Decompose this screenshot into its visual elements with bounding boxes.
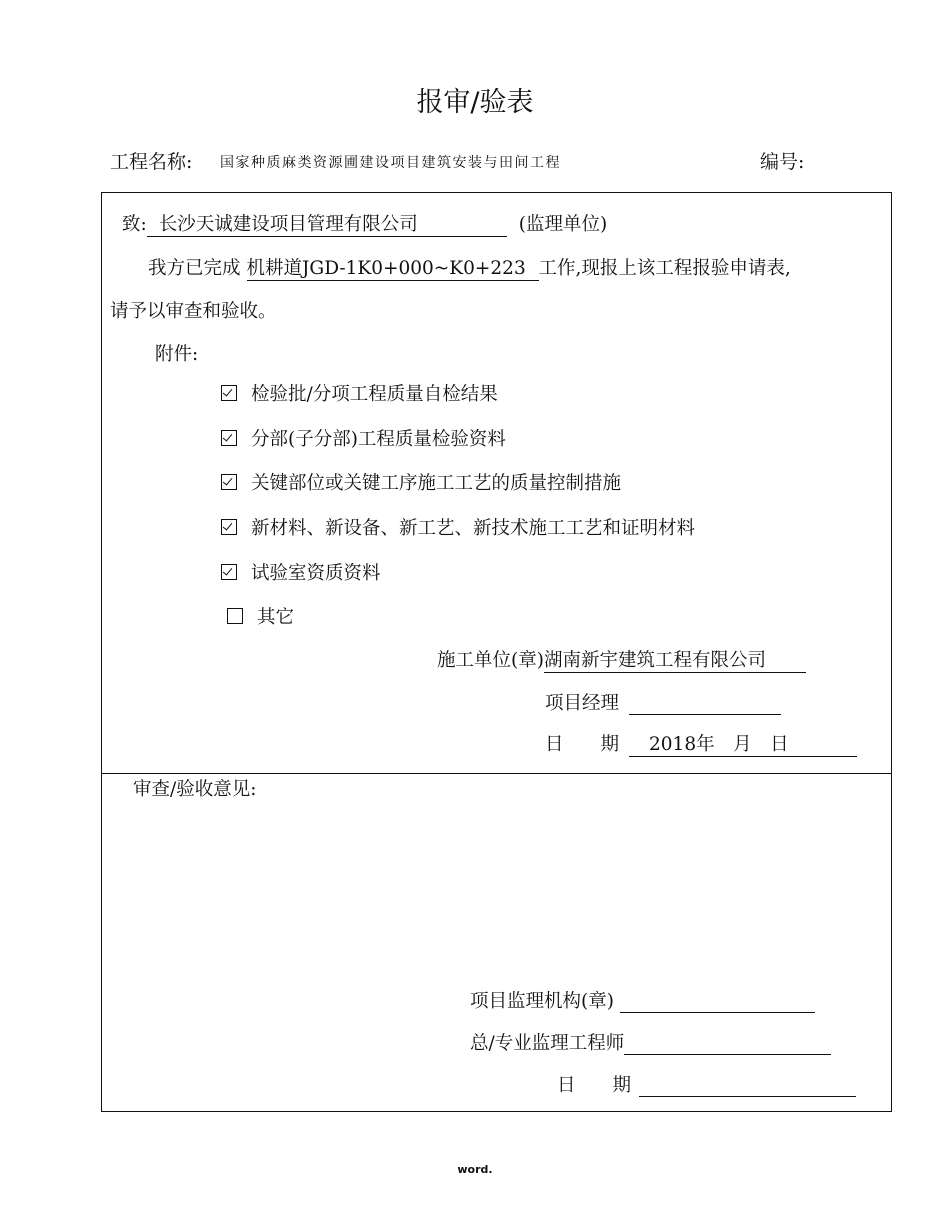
supervision-org-field[interactable] bbox=[620, 986, 815, 1013]
checkbox-checked-icon[interactable] bbox=[221, 564, 237, 580]
to-suffix: (监理单位) bbox=[518, 214, 608, 235]
attachments-label: 附件: bbox=[155, 344, 199, 365]
pm-signature-field[interactable] bbox=[629, 688, 781, 715]
checkbox-checked-icon[interactable] bbox=[221, 430, 237, 446]
footer-text: word. bbox=[457, 1163, 493, 1176]
to-label: 致: bbox=[122, 214, 147, 235]
work-item: 机耕道JGD-1K0+000~K0+223 bbox=[247, 254, 539, 281]
supervision-org-line bbox=[470, 986, 815, 1013]
review-date-label: 日 期 bbox=[557, 1075, 632, 1096]
to-line bbox=[122, 210, 607, 237]
pm-label: 项目经理 bbox=[545, 693, 620, 714]
complete-prefix: 我方已完成 bbox=[148, 258, 241, 279]
to-unit: 长沙天诚建设项目管理有限公司 bbox=[147, 210, 507, 237]
chief-engineer-line bbox=[470, 1028, 831, 1055]
code-label: 编号: bbox=[760, 151, 805, 173]
attachment-item[interactable]: 分部(子分部)工程质量检验资料 bbox=[221, 425, 506, 451]
review-date-line bbox=[557, 1070, 856, 1097]
contractor-name: 湖南新宇建筑工程有限公司 bbox=[544, 646, 806, 673]
pm-line bbox=[545, 688, 781, 715]
checkbox-checked-icon[interactable] bbox=[221, 519, 237, 535]
chief-engineer-field[interactable] bbox=[624, 1028, 831, 1055]
chief-engineer-label: 总/专业监理工程师 bbox=[470, 1033, 625, 1054]
checkbox-checked-icon[interactable] bbox=[221, 474, 237, 490]
form-title: 报审/验表 bbox=[416, 87, 534, 118]
request-line: 请予以审查和验收。 bbox=[110, 301, 277, 322]
project-name-label: 工程名称: bbox=[110, 151, 193, 173]
contractor-date-line bbox=[545, 730, 857, 757]
review-date-field[interactable] bbox=[639, 1070, 856, 1097]
checkbox-empty-icon[interactable] bbox=[227, 608, 243, 624]
attachment-item[interactable]: 检验批/分项工程质量自检结果 bbox=[221, 380, 498, 406]
supervision-org-label: 项目监理机构(章) bbox=[470, 991, 614, 1012]
attachment-item[interactable]: 其它 bbox=[227, 603, 294, 629]
attachment-item[interactable]: 试验室资质资料 bbox=[221, 559, 381, 585]
attachment-item[interactable]: 关键部位或关键工序施工工艺的质量控制措施 bbox=[221, 469, 621, 495]
contractor-line bbox=[437, 646, 806, 673]
review-opinion-label: 审查/验收意见: bbox=[133, 779, 257, 800]
section-divider bbox=[101, 773, 892, 774]
date-label: 日 期 bbox=[545, 734, 620, 755]
project-name-value: 国家种质麻类资源圃建设项目建筑安装与田间工程 bbox=[220, 155, 561, 171]
completion-line bbox=[148, 254, 791, 281]
attachment-item[interactable]: 新材料、新设备、新工艺、新技术施工工艺和证明材料 bbox=[221, 514, 695, 540]
contractor-date-value[interactable]: 2018年 月 日 bbox=[629, 730, 857, 757]
contractor-label: 施工单位(章) bbox=[437, 650, 544, 671]
checkbox-checked-icon[interactable] bbox=[221, 385, 237, 401]
complete-suffix: 工作,现报上该工程报验申请表, bbox=[538, 258, 791, 279]
